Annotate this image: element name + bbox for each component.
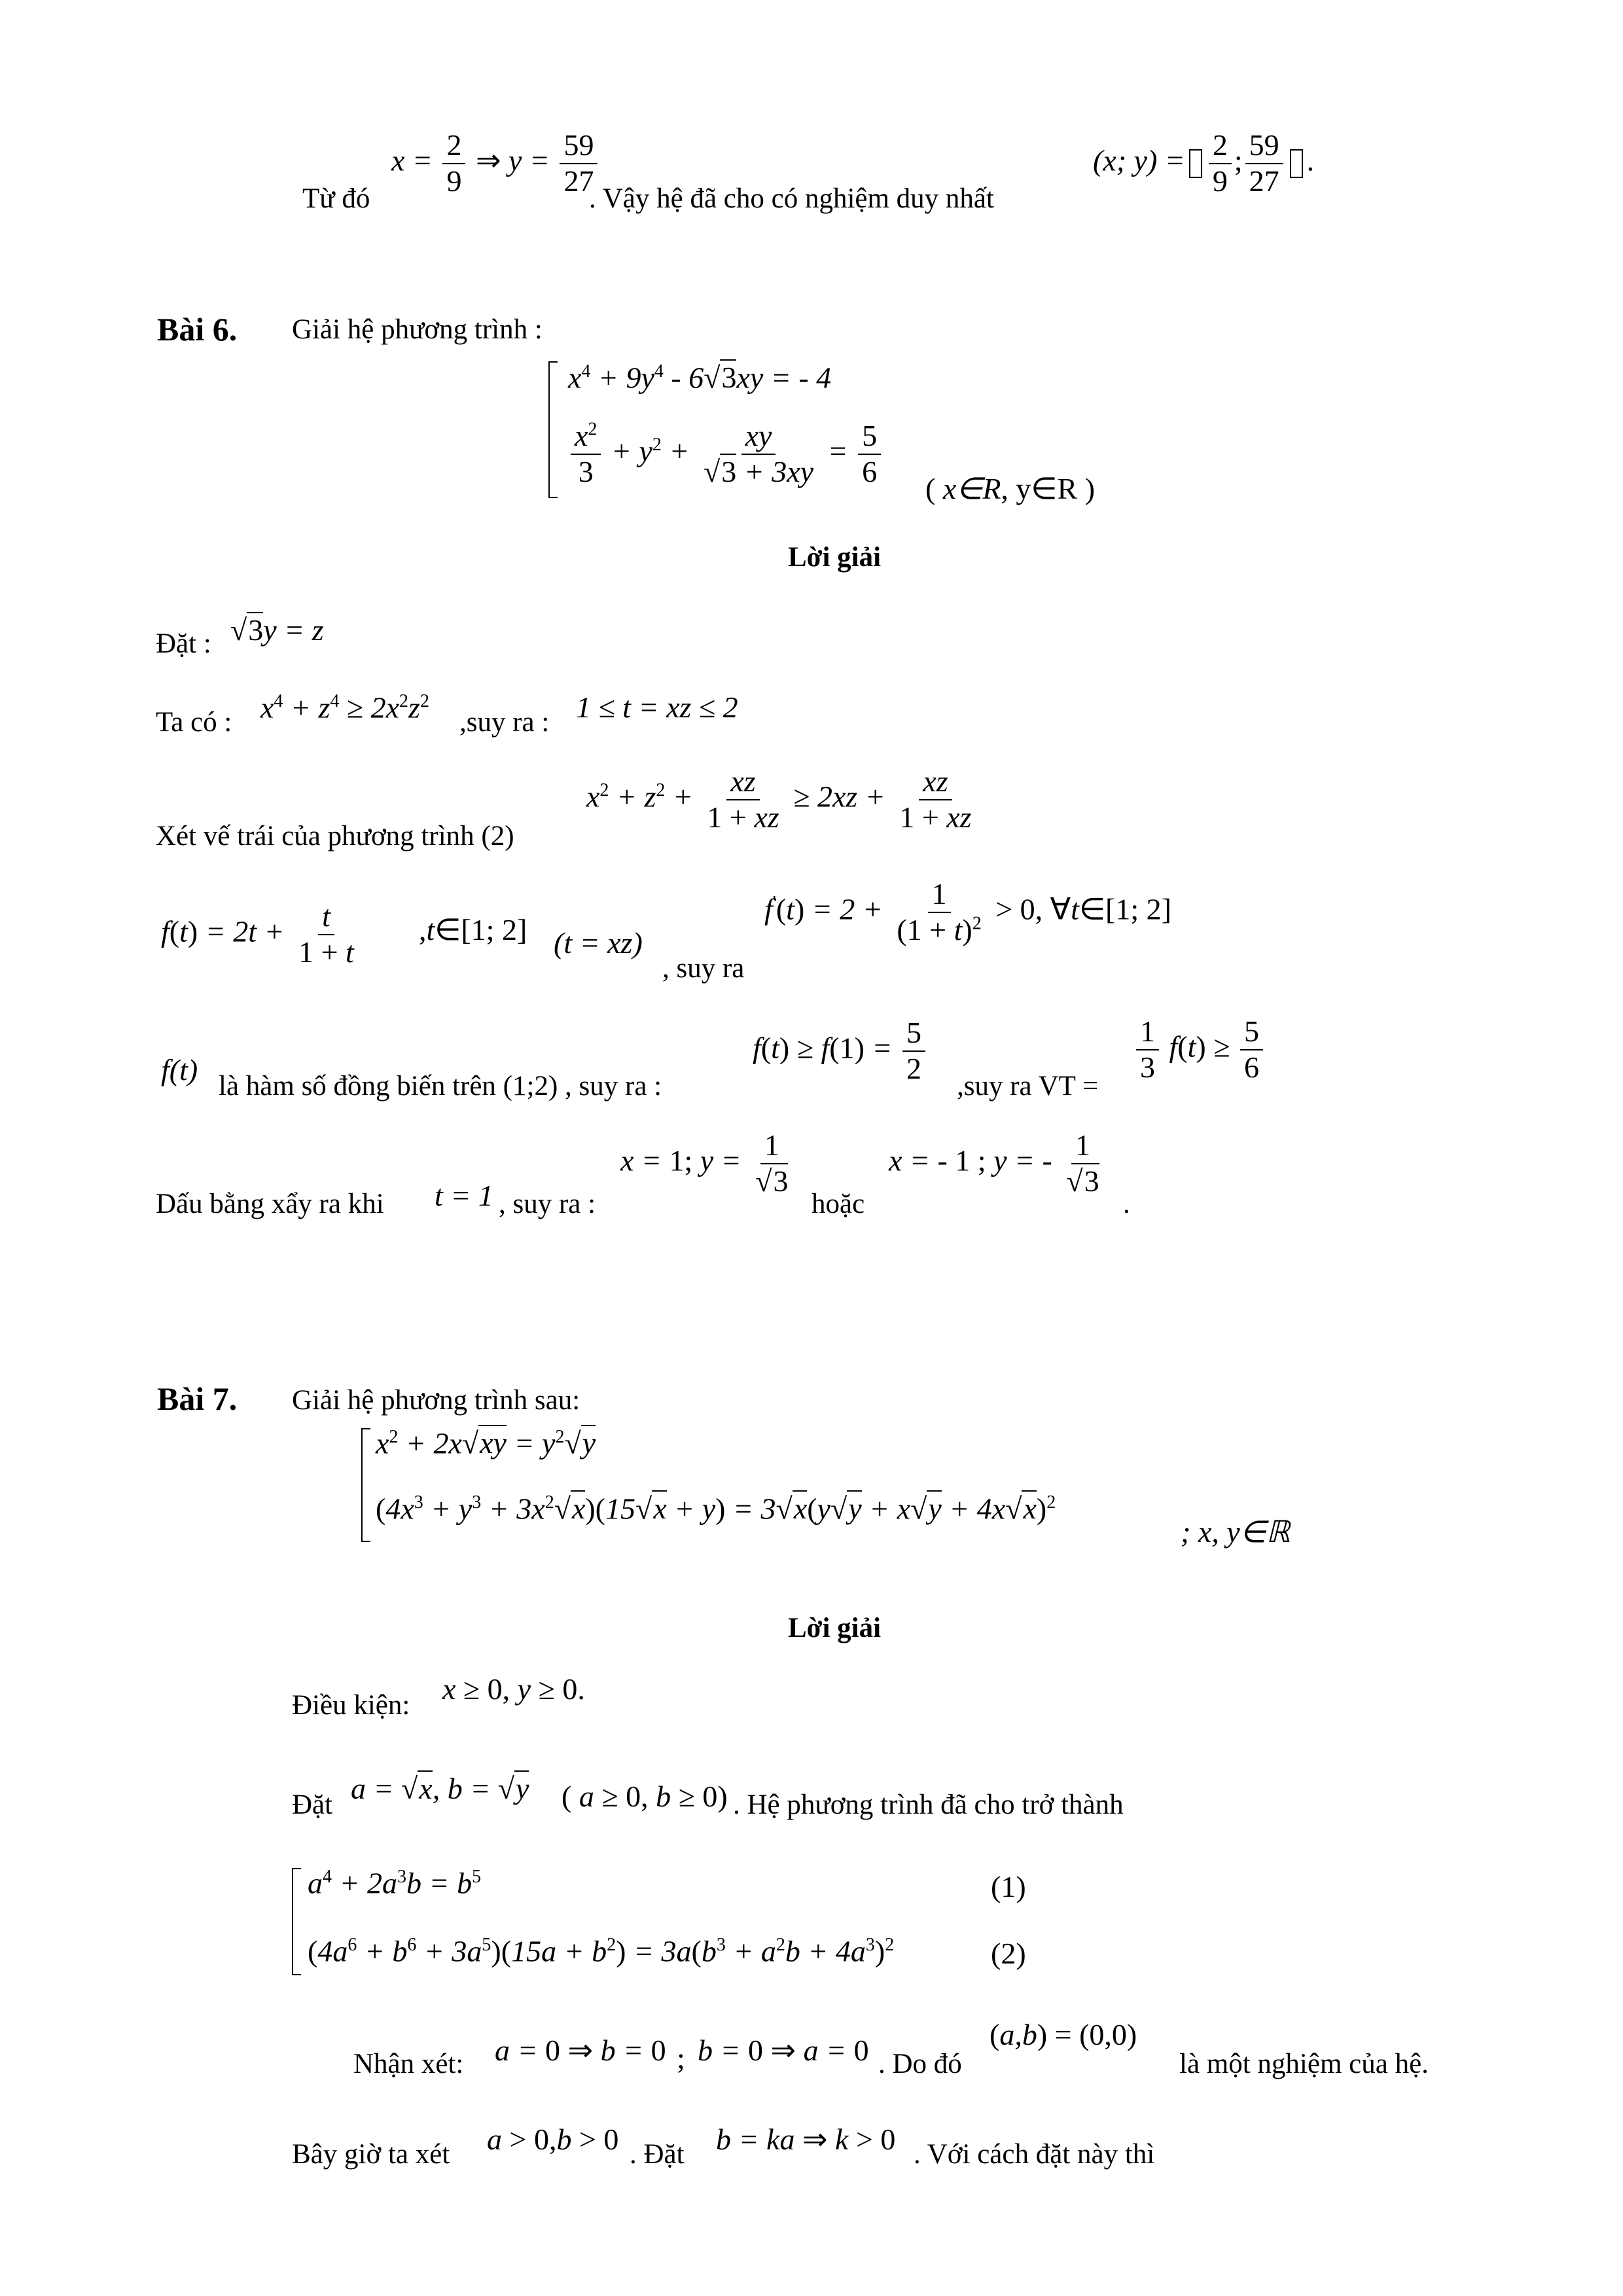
bai6-t1: t = 1 <box>435 1179 493 1212</box>
bai7-dat-tail: . Hệ phương trình đã cho trở thành <box>733 1789 1124 1820</box>
bai7-label: Bài 7. <box>157 1380 238 1417</box>
bai7-dieukien: Điều kiện: <box>292 1690 410 1721</box>
bai7-dat-expr: a = √x, b = √y <box>351 1772 529 1805</box>
bai6-label: Bài 6. <box>157 311 238 348</box>
bai6-ft-def: f(t) = 2t + $\frac{t}{1 + t}$ <box>161 899 354 969</box>
bai6-sol1: x = 1; y = $\frac{1}{√3}$ <box>620 1128 789 1198</box>
bai6-suyra3: , suy ra : <box>499 1189 596 1219</box>
bai6-deriv: f'(t) = 2 + $\frac{1}{(1 + t)^2}$ > 0, ∀t∈[1; 2] <box>764 877 1171 946</box>
bai7-nx1: a = 0 ⇒ b = 0 <box>495 2034 666 2067</box>
bai6-t-def: (t = xz) <box>554 926 643 960</box>
bai6-range: 1 ≤ t = xz ≤ 2 <box>576 691 738 724</box>
bai6-solution-heading: Lời giải <box>788 542 882 573</box>
bai7-pair: (a,b) = (0,0) <box>990 2018 1137 2051</box>
bai6-equality: Dấu bằng xẩy ra khi <box>156 1189 384 1219</box>
bai7-nx-sep: ; <box>677 2041 685 2075</box>
bai6-domain: ( x∈R, y∈R ) <box>925 472 1096 505</box>
bai6-vt: ,suy ra VT = <box>957 1071 1099 1102</box>
bai7-solution-heading: Lời giải <box>788 1613 882 1643</box>
bai7-baygio: Bây giờ ta xét <box>292 2139 450 2170</box>
bai6-monotone-text: là hàm số đồng biến trên (1;2) , suy ra : <box>219 1071 662 1102</box>
top-solution: (x; y) = $\frac{2}{9}$ ; $\frac{59}{27}$ . <box>1093 128 1315 198</box>
bai6-taco: Ta có : <box>156 707 232 738</box>
bai7-eq1: $x^2 + 2x√xy = y^2√y$ <box>376 1426 596 1460</box>
bai6-period: . <box>1123 1189 1130 1219</box>
bai7-nghiem: là một nghiệm của hệ. <box>1179 2049 1429 2079</box>
bai7-eq2: $(4x^3 + y^3 + 3x^2√x)(15√x + y) = 3√x(y√y + x√y + 4x√x)^2$ <box>376 1492 1056 1526</box>
bai6-monotone-fn: f(t) <box>161 1053 198 1086</box>
bai6-vt-expr: $\frac{1}{3}$ f(t) ≥ $\frac{5}{6}$ <box>1133 1014 1266 1085</box>
bai6-hoac: hoặc <box>812 1189 865 1219</box>
bai6-dat: Đặt : <box>156 628 211 659</box>
bai7-nx2: b = 0 ⇒ a = 0 <box>698 2034 869 2067</box>
bai7-dieukien-expr: x ≥ 0, y ≥ 0. <box>442 1672 585 1706</box>
bai7-new-system-brace <box>292 1868 301 1975</box>
bai6-ft-domain: ,t∈[1; 2] <box>419 913 527 946</box>
bai7-system-brace <box>361 1428 370 1542</box>
bai6-taco-expr: $x^4 + z^4 \ge 2x^2z^2$ <box>260 691 429 725</box>
bai7-dodo: . Do đó <box>878 2049 962 2079</box>
bai6-system-brace <box>548 361 558 498</box>
bai7-bg-tail: . Với cách đặt này thì <box>914 2139 1155 2170</box>
bai6-dat-expr: √3y = z <box>230 613 324 647</box>
bai7-dat: Đặt <box>292 1789 333 1820</box>
top-x-eq: x = $\frac{2}{9}$ ⇒ y = $\frac{59}{27}$ <box>391 128 600 199</box>
bai6-ft-ge: f(t) ≥ f(1) = $\frac{5}{2}$ <box>753 1016 928 1086</box>
bai7-dat-cond: ( a ≥ 0, b ≥ 0) <box>562 1780 728 1813</box>
top-conclusion: . Vậy hệ đã cho có nghiệm duy nhất <box>589 183 994 214</box>
bai6-suyra2: , suy ra <box>662 953 745 984</box>
bai6-eq2: $\frac{x^2}{3}$ + $y^2$ + $\frac{xy}{√3 + 3xy}$ = $\frac{5}{6}$ <box>568 419 883 490</box>
bai6-xet-expr: $x^2 + z^2$ + $\frac{xz}{1 + xz}$ ≥ 2xz + $\frac{xz}{1 + xz}$ <box>586 764 972 834</box>
bai7-nhanxet: Nhận xét: <box>353 2049 464 2079</box>
bai6-prompt: Giải hệ phương trình : <box>292 314 543 345</box>
bai7-bg-dat: . Đặt <box>630 2139 685 2170</box>
bai7-bg-cond: a > 0,b > 0 <box>487 2123 619 2156</box>
bai7-sys2-tag: (2) <box>991 1937 1026 1970</box>
bai6-eq1: $x^4 + 9y^4 - 6√3xy$ = - 4 <box>568 361 832 395</box>
bai6-xet: Xét vế trái của phương trình (2) <box>156 821 514 852</box>
bai7-bg-expr: b = ka ⇒ k > 0 <box>716 2123 896 2156</box>
bai7-sys1: $a^4 + 2a^3b = b^5$ <box>308 1866 482 1900</box>
bai7-prompt: Giải hệ phương trình sau: <box>292 1385 580 1416</box>
top-prefix: Từ đó <box>302 183 370 214</box>
bai6-sol2: x = - 1 ; y = - $\frac{1}{√3}$ <box>889 1128 1099 1198</box>
bai7-sys1-tag: (1) <box>991 1870 1026 1903</box>
bai6-suyra1: ,suy ra : <box>459 707 550 738</box>
bai7-domain: ; x, y∈ℝ <box>1181 1515 1291 1549</box>
bai7-sys2: $(4a^6 + b^6 + 3a^5)(15a + b^2) = 3a(b^3 + a^2b + 4a^3)^2$ <box>308 1934 895 1968</box>
